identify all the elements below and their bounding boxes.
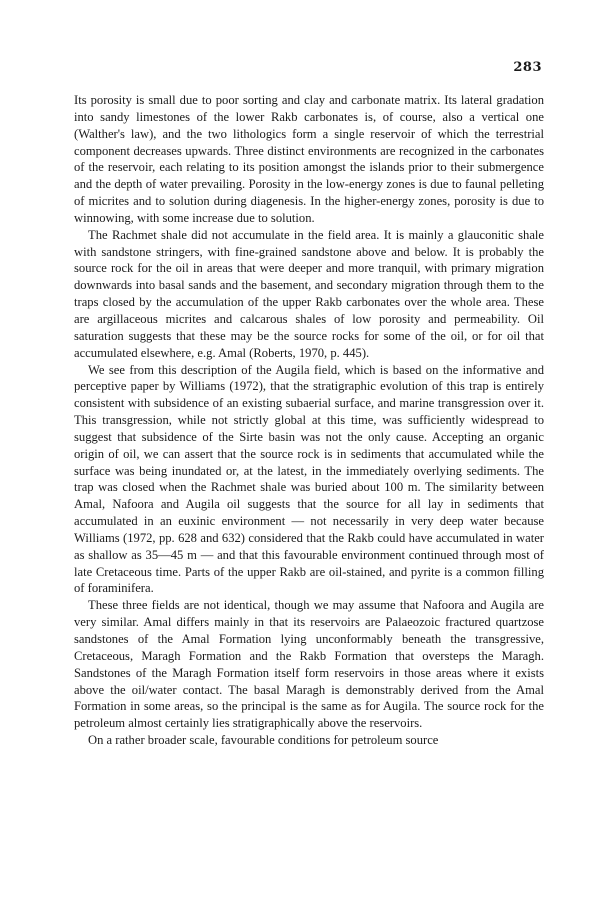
body-text — [74, 92, 544, 749]
paragraph: These three fields are not identical, though we may assume that Nafoora and Augila are very similar. Amal differs mainly in that its reservoirs are Palaeozoic fractured quartzose sandstones of the Amal Formation lying unconformably beneath the transgressive, Cretaceous, Maragh Formation and the Rakb Formation that oversteps the Maragh. Sandstones of the Maragh Formation itself form reservoirs in those areas where it exists above the oil/water contact. The basal Maragh is demonstrably derived from the Amal Formation in some areas, so the principal is the same as for Augila. The source rock for the petroleum almost certainly lies stratigraphically above the reservoirs. — [74, 598, 544, 731]
page-number: 283 — [513, 60, 542, 75]
paragraph: On a rather broader scale, favourable conditions for petroleum source — [88, 733, 439, 748]
paragraph: Its porosity is small due to poor sorting and clay and carbonate matrix. Its lateral gradation into sandy limestones of the lower Rakb carbonates is, of course, also a vertical one (Walther's law), and the two lithologics form a single reservoir of which the terrestrial component decreases upwards. Three distinct environments are recognized in the carbonates of the reservoir, each relating to its position amongst the islands prior to their submergence and the depth of water prevailing. Porosity in the low-energy zones is due to faunal pelleting of micrites and to solution during diagenesis. In the higher-energy zones, porosity is due to winnowing, with some increase due to solution. — [74, 93, 544, 225]
paragraph: We see from this description of the Augila field, which is based on the informative and perceptive paper by Williams (1972), that the stratigraphic evolution of this trap is entirely consistent with subsidence of an existing subaerial surface, and marine transgression over it. This transgression, while not strictly global at this time, was sufficiently widespread to suggest that subsidence of the Sirte basin was not the only cause. Accepting an organic origin of oil, we can assert that the source rock is in sediments that accumulated while the surface was being inundated or, at the latest, in the immediately overlying sediments. The trap was closed when the Rachmet shale was buried about 100 m. The similarity between Amal, Nafoora and Augila oil suggests that the source for all lay in sediments that accumulated in an euxinic environment — not necessarily in very deep water because Williams (1972, pp. 628 and 632) considered that the Rakb could have accumulated in water as shallow as 35—45 m — and that this favourable environment continued through most of late Cretaceous time. Parts of the upper Rakb are oil-stained, and pyrite is a common filling of foraminifera. — [74, 362, 544, 596]
paragraph: The Rachmet shale did not accumulate in the field area. It is mainly a glauconitic shale with sandstone stringers, with fine-grained sandstone above and below. It is probably the source rock for the oil in areas that were deeper and more tranquil, with primary migration downwards into basal sands and the basement, and secondary migration through them to the traps closed by the accumulation of the upper Rakb carbonates over the whole area. These are argillaceous micrites and calcarous shales of low porosity and permeability. Oil saturation suggests that these may be the source rocks for some of the oil, or for oil that accumulated elsewhere, e.g. Amal (Roberts, 1970, p. 445). — [74, 227, 544, 360]
